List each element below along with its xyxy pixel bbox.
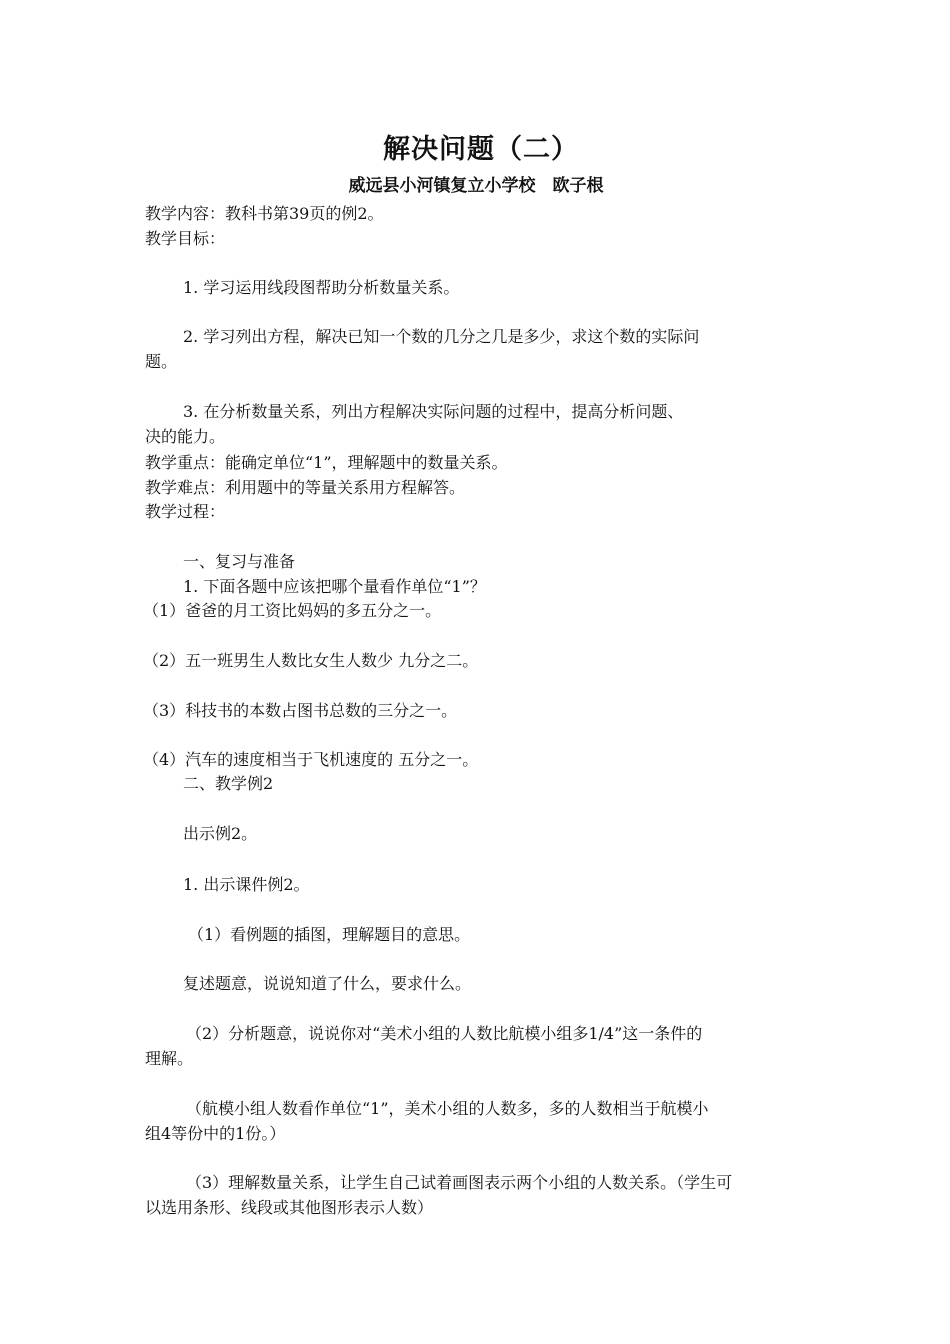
goal-1: 1. 学习运用线段图帮助分析数量关系。 bbox=[183, 278, 460, 297]
goal-3-continued: 决的能力。 bbox=[145, 427, 226, 446]
section-example-heading: 二、教学例2 bbox=[183, 774, 274, 793]
example-substep-2-continued: 理解。 bbox=[145, 1049, 194, 1068]
review-item-4: （4）汽车的速度相当于飞机速度的 五分之一。 bbox=[143, 750, 479, 769]
review-item-1: （1）爸爸的月工资比妈妈的多五分之一。 bbox=[143, 601, 442, 620]
review-item-3: （3）科技书的本数占图书总数的三分之一。 bbox=[143, 701, 458, 720]
goal-2-continued: 题。 bbox=[145, 352, 178, 371]
example-substep-1: （1）看例题的插图，理解题目的意思。 bbox=[188, 925, 471, 944]
section-review-heading: 一、复习与准备 bbox=[183, 552, 296, 571]
example-step-1: 1. 出示课件例2。 bbox=[183, 875, 310, 894]
example-substep-3-continued: 以选用条形、线段或其他图形表示人数） bbox=[145, 1198, 434, 1217]
teaching-content: 教学内容：教科书第39页的例2。 bbox=[145, 204, 384, 223]
example-substep-2: （2）分析题意，说说你对“美术小组的人数比航模小组多1/4”这一条件的 bbox=[186, 1024, 703, 1043]
teaching-process-heading: 教学过程： bbox=[145, 502, 226, 521]
teaching-difficulty: 教学难点：利用题中的等量关系用方程解答。 bbox=[145, 478, 466, 497]
show-example: 出示例2。 bbox=[183, 824, 258, 843]
example-substep-3: （3）理解数量关系，让学生自己试着画图表示两个小组的人数关系。（学生可 bbox=[186, 1173, 733, 1192]
goal-2: 2. 学习列出方程，解决已知一个数的几分之几是多少，求这个数的实际问 bbox=[183, 327, 700, 346]
author-line: 威远县小河镇复立小学校 欧子根 bbox=[348, 176, 604, 196]
review-item-2: （2）五一班男生人数比女生人数少 九分之二。 bbox=[143, 651, 479, 670]
teaching-goals-heading: 教学目标： bbox=[145, 229, 226, 248]
note-unit-one: （航模小组人数看作单位“1”，美术小组的人数多，多的人数相当于航模小 bbox=[186, 1099, 709, 1118]
note-unit-one-continued: 组4等份中的1份。） bbox=[145, 1124, 286, 1143]
restate-question: 复述题意，说说知道了什么，要求什么。 bbox=[183, 974, 472, 993]
teaching-key-point: 教学重点：能确定单位“1”，理解题中的数量关系。 bbox=[145, 453, 508, 472]
goal-3: 3. 在分析数量关系，列出方程解决实际问题的过程中，提高分析问题、 bbox=[183, 402, 684, 421]
document-title: 解决问题（二） bbox=[383, 134, 579, 165]
review-question: 1. 下面各题中应该把哪个量看作单位“1”？ bbox=[183, 577, 486, 596]
